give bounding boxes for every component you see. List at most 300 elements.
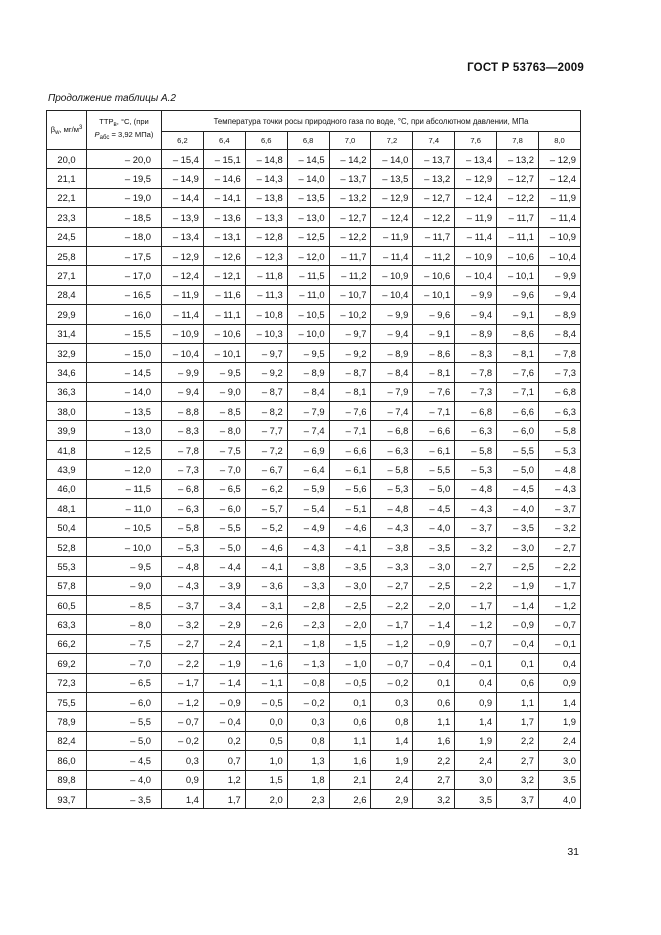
dew-point-cell: – 0,9 — [497, 615, 539, 634]
dew-point-cell: – 2,7 — [162, 634, 204, 653]
table-row — [47, 673, 581, 692]
dew-point-cell: – 2,2 — [371, 595, 413, 614]
dew-point-cell: 1,7 — [497, 712, 539, 731]
dew-point-cell: – 7,1 — [413, 402, 455, 421]
table-row — [47, 731, 581, 750]
dew-point-cell: – 12,7 — [413, 188, 455, 207]
dew-point-cell: – 1,2 — [539, 595, 581, 614]
dew-point-cell: – 8,7 — [245, 382, 287, 401]
dew-point-cell: – 4,1 — [329, 537, 371, 556]
ttp-cell: – 5,5 — [87, 712, 162, 731]
dew-point-cell: – 1,4 — [413, 615, 455, 634]
dew-point-cell: – 7,3 — [162, 460, 204, 479]
dew-point-cell: 1,6 — [329, 751, 371, 770]
dew-point-cell: – 9,4 — [539, 285, 581, 304]
dew-point-cell: – 5,3 — [371, 479, 413, 498]
ttp-cell: – 12,5 — [87, 440, 162, 459]
dew-point-cell: – 1,2 — [455, 615, 497, 634]
dew-point-cell: – 14,0 — [287, 169, 329, 188]
dew-point-cell: – 4,8 — [539, 460, 581, 479]
dew-point-cell: – 10,4 — [455, 266, 497, 285]
table-row — [47, 363, 581, 382]
dew-point-cell: – 0,5 — [329, 673, 371, 692]
beta-cell: 38,0 — [47, 402, 87, 421]
beta-cell: 43,9 — [47, 460, 87, 479]
beta-cell: 52,8 — [47, 537, 87, 556]
pressure-header: 6,8 — [287, 132, 329, 150]
table-row — [47, 557, 581, 576]
dew-point-cell: – 0,2 — [162, 731, 204, 750]
dew-point-cell: 0,3 — [287, 712, 329, 731]
dew-point-cell: – 5,5 — [497, 440, 539, 459]
dew-point-cell: – 2,7 — [371, 576, 413, 595]
dew-point-cell: – 11,8 — [245, 266, 287, 285]
dew-point-cell: – 8,1 — [497, 343, 539, 362]
dew-point-cell: – 1,5 — [329, 634, 371, 653]
dew-point-cell: – 11,0 — [287, 285, 329, 304]
beta-cell: 69,2 — [47, 654, 87, 673]
beta-cell: 41,8 — [47, 440, 87, 459]
dew-point-cell: – 2,5 — [497, 557, 539, 576]
dew-point-cell: – 10,0 — [287, 324, 329, 343]
table-row — [47, 518, 581, 537]
ttp-cell: – 8,0 — [87, 615, 162, 634]
dew-point-cell: – 1,9 — [203, 654, 245, 673]
dew-point-cell: – 11,9 — [371, 227, 413, 246]
dew-point-cell: – 10,8 — [245, 305, 287, 324]
dew-point-cell: – 5,5 — [413, 460, 455, 479]
dew-point-cell: – 8,8 — [162, 402, 204, 421]
dew-point-cell: – 8,3 — [162, 421, 204, 440]
dew-point-cell: – 11,9 — [455, 208, 497, 227]
dew-point-cell: – 8,6 — [413, 343, 455, 362]
dew-point-cell: – 3,5 — [413, 537, 455, 556]
dew-point-cell: – 12,7 — [497, 169, 539, 188]
dew-point-cell: – 13,4 — [455, 150, 497, 169]
ttp-cell: – 17,0 — [87, 266, 162, 285]
dew-point-cell: – 12,9 — [539, 150, 581, 169]
dew-point-cell: 0,2 — [203, 731, 245, 750]
dew-point-cell: – 2,2 — [455, 576, 497, 595]
dew-point-cell: 3,5 — [455, 789, 497, 808]
dew-point-cell: 2,4 — [539, 731, 581, 750]
dew-point-cell: – 1,2 — [162, 692, 204, 711]
dew-point-cell: – 12,9 — [371, 188, 413, 207]
dew-point-cell: – 7,8 — [455, 363, 497, 382]
table-row — [47, 343, 581, 362]
dew-point-cell: – 4,3 — [455, 499, 497, 518]
dew-point-cell: – 9,4 — [162, 382, 204, 401]
dew-point-cell: – 11,9 — [162, 285, 204, 304]
table-row — [47, 460, 581, 479]
dew-point-cell: – 5,3 — [539, 440, 581, 459]
dew-point-cell: – 0,8 — [287, 673, 329, 692]
dew-point-cell: – 6,3 — [162, 499, 204, 518]
dew-point-cell: – 6,3 — [371, 440, 413, 459]
dew-point-cell: – 10,4 — [371, 285, 413, 304]
dew-point-cell: 1,6 — [413, 731, 455, 750]
ttp-cell: – 19,0 — [87, 188, 162, 207]
table-row — [47, 266, 581, 285]
beta-cell: 23,3 — [47, 208, 87, 227]
table-row — [47, 324, 581, 343]
dew-point-cell: – 7,6 — [497, 363, 539, 382]
ttp-cell: – 14,0 — [87, 382, 162, 401]
dew-point-cell: 3,7 — [497, 789, 539, 808]
ttp-cell: – 9,0 — [87, 576, 162, 595]
dew-point-cell: – 13,5 — [287, 188, 329, 207]
ttp-cell: – 4,5 — [87, 751, 162, 770]
dew-point-cell: – 5,1 — [329, 499, 371, 518]
dew-point-cell: – 3,5 — [497, 518, 539, 537]
pressure-header: 7,8 — [497, 132, 539, 150]
dew-point-cell: – 0,1 — [455, 654, 497, 673]
beta-cell: 66,2 — [47, 634, 87, 653]
dew-point-cell: – 3,0 — [413, 557, 455, 576]
table-row — [47, 382, 581, 401]
dew-point-cell: – 11,2 — [329, 266, 371, 285]
dew-point-cell: – 3,0 — [329, 576, 371, 595]
dew-point-cell: 2,7 — [413, 770, 455, 789]
dew-point-cell: – 9,6 — [497, 285, 539, 304]
dew-point-cell: – 3,1 — [245, 595, 287, 614]
column-group-header: Температура точки росы природного газа по воде, °С, при абсолютном давлении, МПа — [162, 111, 581, 132]
table-row — [47, 595, 581, 614]
table-row — [47, 479, 581, 498]
beta-cell: 32,9 — [47, 343, 87, 362]
dew-point-cell: – 1,7 — [371, 615, 413, 634]
dew-point-cell: – 9,1 — [497, 305, 539, 324]
dew-point-cell: 3,0 — [539, 751, 581, 770]
dew-point-cell: – 1,0 — [329, 654, 371, 673]
pressure-header: 7,4 — [413, 132, 455, 150]
dew-point-cell: – 2,5 — [413, 576, 455, 595]
dew-point-cell: – 5,8 — [539, 421, 581, 440]
table-row — [47, 770, 581, 789]
dew-point-cell: – 10,9 — [371, 266, 413, 285]
dew-point-cell: – 3,3 — [371, 557, 413, 576]
dew-point-cell: – 10,6 — [497, 246, 539, 265]
pressure-header: 7,2 — [371, 132, 413, 150]
ttp-cell: – 6,0 — [87, 692, 162, 711]
dew-point-cell: – 10,3 — [245, 324, 287, 343]
dew-point-cell: – 3,0 — [497, 537, 539, 556]
dew-point-cell: – 3,9 — [203, 576, 245, 595]
dew-point-cell: – 9,6 — [413, 305, 455, 324]
dew-point-cell: – 13,8 — [245, 188, 287, 207]
dew-point-cell: 0,3 — [371, 692, 413, 711]
dew-point-cell: – 8,5 — [203, 402, 245, 421]
dew-point-cell: – 5,3 — [455, 460, 497, 479]
dew-point-cell: 1,8 — [287, 770, 329, 789]
beta-cell: 46,0 — [47, 479, 87, 498]
dew-point-cell: – 11,7 — [413, 227, 455, 246]
dew-point-cell: – 9,7 — [329, 324, 371, 343]
dew-point-cell: 0,9 — [539, 673, 581, 692]
dew-point-cell: – 13,7 — [413, 150, 455, 169]
ttp-cell: – 4,0 — [87, 770, 162, 789]
dew-point-cell: – 11,3 — [245, 285, 287, 304]
dew-point-cell: – 4,6 — [329, 518, 371, 537]
dew-point-cell: – 9,2 — [245, 363, 287, 382]
dew-point-cell: 3,2 — [497, 770, 539, 789]
dew-point-cell: – 8,2 — [245, 402, 287, 421]
dew-point-cell: – 4,5 — [497, 479, 539, 498]
dew-point-cell: – 7,4 — [287, 421, 329, 440]
column-header-beta: $\beta_w$, $мг/м^3$ — [47, 111, 87, 150]
beta-cell: 28,4 — [47, 285, 87, 304]
dew-point-cell: 3,0 — [455, 770, 497, 789]
dew-point-cell: – 4,9 — [287, 518, 329, 537]
dew-point-cell: – 4,0 — [497, 499, 539, 518]
dew-point-cell: 1,4 — [539, 692, 581, 711]
table-row — [47, 576, 581, 595]
dew-point-cell: – 3,2 — [162, 615, 204, 634]
dew-point-cell: – 6,0 — [203, 499, 245, 518]
dew-point-cell: – 12,6 — [203, 246, 245, 265]
dew-point-cell: – 5,8 — [455, 440, 497, 459]
dew-point-cell: – 3,5 — [329, 557, 371, 576]
beta-cell: 89,8 — [47, 770, 87, 789]
dew-point-cell: – 5,9 — [287, 479, 329, 498]
dew-point-cell: – 13,1 — [203, 227, 245, 246]
dew-point-cell: – 2,5 — [329, 595, 371, 614]
table-caption: Продолжение таблицы А.2 — [48, 93, 176, 104]
dew-point-cell: – 12,8 — [245, 227, 287, 246]
dew-point-cell: 1,9 — [455, 731, 497, 750]
beta-cell: 34,6 — [47, 363, 87, 382]
dew-point-cell: 2,4 — [371, 770, 413, 789]
dew-point-cell: – 12,4 — [455, 188, 497, 207]
table-row — [47, 692, 581, 711]
beta-cell: 31,4 — [47, 324, 87, 343]
dew-point-cell: – 9,4 — [371, 324, 413, 343]
dew-point-cell: – 5,4 — [287, 499, 329, 518]
dew-point-cell: – 9,2 — [329, 343, 371, 362]
dew-point-cell: – 8,9 — [287, 363, 329, 382]
dew-point-cell: – 6,7 — [245, 460, 287, 479]
dew-point-cell: – 6,8 — [455, 402, 497, 421]
table-body — [47, 150, 581, 809]
dew-point-cell: – 9,5 — [287, 343, 329, 362]
dew-point-cell: – 3,3 — [287, 576, 329, 595]
dew-point-cell: – 8,7 — [329, 363, 371, 382]
dew-point-cell: – 9,9 — [162, 363, 204, 382]
dew-point-cell: – 4,3 — [371, 518, 413, 537]
dew-point-cell: – 4,8 — [162, 557, 204, 576]
dew-point-cell: – 1,7 — [539, 576, 581, 595]
dew-point-cell: – 14,6 — [203, 169, 245, 188]
dew-point-cell: – 7,0 — [203, 460, 245, 479]
dew-point-cell: – 7,3 — [455, 382, 497, 401]
table-row — [47, 440, 581, 459]
table-row — [47, 188, 581, 207]
dew-point-cell: – 4,8 — [455, 479, 497, 498]
dew-point-cell: – 10,9 — [539, 227, 581, 246]
dew-point-cell: 1,4 — [162, 789, 204, 808]
dew-point-cell: – 2,4 — [203, 634, 245, 653]
beta-cell: 55,3 — [47, 557, 87, 576]
beta-cell: 36,3 — [47, 382, 87, 401]
table-row — [47, 305, 581, 324]
dew-point-cell: 0,8 — [287, 731, 329, 750]
dew-point-cell: – 6,1 — [413, 440, 455, 459]
dew-point-cell: 0,7 — [203, 751, 245, 770]
dew-point-cell: – 8,3 — [455, 343, 497, 362]
dew-point-cell: – 7,9 — [287, 402, 329, 421]
pressure-header: 7,6 — [455, 132, 497, 150]
dew-point-cell: – 0,4 — [497, 634, 539, 653]
dew-point-cell: – 1,7 — [455, 595, 497, 614]
dew-point-cell: – 6,0 — [497, 421, 539, 440]
dew-point-cell: – 5,3 — [162, 537, 204, 556]
ttp-cell: – 3,5 — [87, 789, 162, 808]
dew-point-cell: – 7,6 — [413, 382, 455, 401]
dew-point-cell: 1,1 — [497, 692, 539, 711]
dew-point-cell: – 1,4 — [497, 595, 539, 614]
table-row — [47, 712, 581, 731]
dew-point-cell: – 13,2 — [329, 188, 371, 207]
dew-point-cell: – 8,4 — [371, 363, 413, 382]
dew-point-cell: – 0,9 — [413, 634, 455, 653]
ttp-cell: – 11,0 — [87, 499, 162, 518]
dew-point-cell: 1,1 — [329, 731, 371, 750]
dew-point-cell: – 11,7 — [497, 208, 539, 227]
dew-point-cell: – 11,1 — [497, 227, 539, 246]
dew-point-cell: – 5,5 — [203, 518, 245, 537]
ttp-cell: – 18,0 — [87, 227, 162, 246]
dew-point-cell: – 6,2 — [245, 479, 287, 498]
dew-point-cell: – 3,6 — [245, 576, 287, 595]
dew-point-cell: – 4,8 — [371, 499, 413, 518]
ttp-cell: – 16,0 — [87, 305, 162, 324]
dew-point-cell: – 9,7 — [245, 343, 287, 362]
dew-point-cell: – 9,9 — [455, 285, 497, 304]
dew-point-cell: – 7,8 — [162, 440, 204, 459]
dew-point-cell: – 4,6 — [245, 537, 287, 556]
dew-point-cell: – 2,3 — [287, 615, 329, 634]
dew-point-cell: – 10,6 — [203, 324, 245, 343]
beta-cell: 27,1 — [47, 266, 87, 285]
dew-point-cell: – 13,2 — [413, 169, 455, 188]
dew-point-cell: – 0,2 — [371, 673, 413, 692]
table-row — [47, 615, 581, 634]
dew-point-cell: – 12,7 — [329, 208, 371, 227]
dew-point-cell: – 11,2 — [413, 246, 455, 265]
dew-point-cell: 0,3 — [162, 751, 204, 770]
dew-point-cell: – 10,9 — [162, 324, 204, 343]
dew-point-cell: – 11,4 — [162, 305, 204, 324]
dew-point-cell: – 14,8 — [245, 150, 287, 169]
dew-point-cell: 0,6 — [413, 692, 455, 711]
table-row — [47, 285, 581, 304]
ttp-cell: – 18,5 — [87, 208, 162, 227]
dew-point-cell: 1,0 — [245, 751, 287, 770]
dew-point-cell: – 13,3 — [245, 208, 287, 227]
dew-point-cell: – 13,9 — [162, 208, 204, 227]
ttp-cell: – 15,5 — [87, 324, 162, 343]
dew-point-cell: – 6,6 — [497, 402, 539, 421]
dew-point-cell: 2,4 — [455, 751, 497, 770]
dew-point-cell: 0,1 — [413, 673, 455, 692]
dew-point-cell: 2,3 — [287, 789, 329, 808]
dew-point-cell: 0,6 — [329, 712, 371, 731]
dew-point-cell: – 14,5 — [287, 150, 329, 169]
dew-point-cell: 1,5 — [245, 770, 287, 789]
ttp-cell: – 10,5 — [87, 518, 162, 537]
dew-point-cell: – 1,9 — [497, 576, 539, 595]
ttp-cell: – 13,0 — [87, 421, 162, 440]
dew-point-cell: – 7,5 — [203, 440, 245, 459]
dew-point-cell: – 12,1 — [203, 266, 245, 285]
dew-point-cell: – 7,4 — [371, 402, 413, 421]
dew-point-cell: – 4,3 — [162, 576, 204, 595]
dew-point-cell: – 11,1 — [203, 305, 245, 324]
dew-point-cell: 3,5 — [539, 770, 581, 789]
dew-point-cell: – 6,6 — [329, 440, 371, 459]
pressure-header: 6,6 — [245, 132, 287, 150]
dew-point-cell: – 9,9 — [371, 305, 413, 324]
ttp-cell: – 9,5 — [87, 557, 162, 576]
dew-point-cell: – 3,4 — [203, 595, 245, 614]
pressure-header: 6,4 — [203, 132, 245, 150]
dew-point-cell: – 8,9 — [539, 305, 581, 324]
dew-point-table — [46, 110, 581, 809]
dew-point-cell: – 13,7 — [329, 169, 371, 188]
dew-point-cell: 0,6 — [497, 673, 539, 692]
dew-point-cell: 0,8 — [371, 712, 413, 731]
beta-cell: 25,8 — [47, 246, 87, 265]
document-id: ГОСТ Р 53763—2009 — [467, 62, 584, 74]
dew-point-cell: – 10,4 — [162, 343, 204, 362]
dew-point-cell: – 1,8 — [287, 634, 329, 653]
dew-point-cell: 0,4 — [455, 673, 497, 692]
dew-point-cell: 1,9 — [371, 751, 413, 770]
dew-point-cell: – 5,6 — [329, 479, 371, 498]
dew-point-cell: – 4,4 — [203, 557, 245, 576]
dew-point-cell: 1,1 — [413, 712, 455, 731]
dew-point-cell: – 13,2 — [497, 150, 539, 169]
dew-point-cell: 2,0 — [245, 789, 287, 808]
dew-point-cell: – 1,2 — [371, 634, 413, 653]
dew-point-cell: 1,4 — [455, 712, 497, 731]
ttp-cell: – 15,0 — [87, 343, 162, 362]
dew-point-cell: – 6,3 — [539, 402, 581, 421]
dew-point-cell: – 2,0 — [329, 615, 371, 634]
dew-point-cell: – 11,6 — [203, 285, 245, 304]
dew-point-cell: – 3,7 — [539, 499, 581, 518]
dew-point-cell: – 12,0 — [287, 246, 329, 265]
beta-cell: 39,9 — [47, 421, 87, 440]
dew-point-cell: – 14,9 — [162, 169, 204, 188]
dew-point-cell: – 15,4 — [162, 150, 204, 169]
beta-cell: 22,1 — [47, 188, 87, 207]
beta-cell: 21,1 — [47, 169, 87, 188]
dew-point-cell: 0,5 — [245, 731, 287, 750]
dew-point-cell: 0,1 — [497, 654, 539, 673]
pressure-header: 8,0 — [539, 132, 581, 150]
beta-cell: 93,7 — [47, 789, 87, 808]
dew-point-cell: – 12,9 — [455, 169, 497, 188]
dew-point-cell: – 13,4 — [162, 227, 204, 246]
dew-point-cell: – 3,8 — [287, 557, 329, 576]
pressure-header: 6,2 — [162, 132, 204, 150]
dew-point-cell: – 1,6 — [245, 654, 287, 673]
dew-point-cell: – 7,2 — [245, 440, 287, 459]
dew-point-cell: – 14,4 — [162, 188, 204, 207]
dew-point-cell: 1,7 — [203, 789, 245, 808]
dew-point-cell: – 10,6 — [413, 266, 455, 285]
